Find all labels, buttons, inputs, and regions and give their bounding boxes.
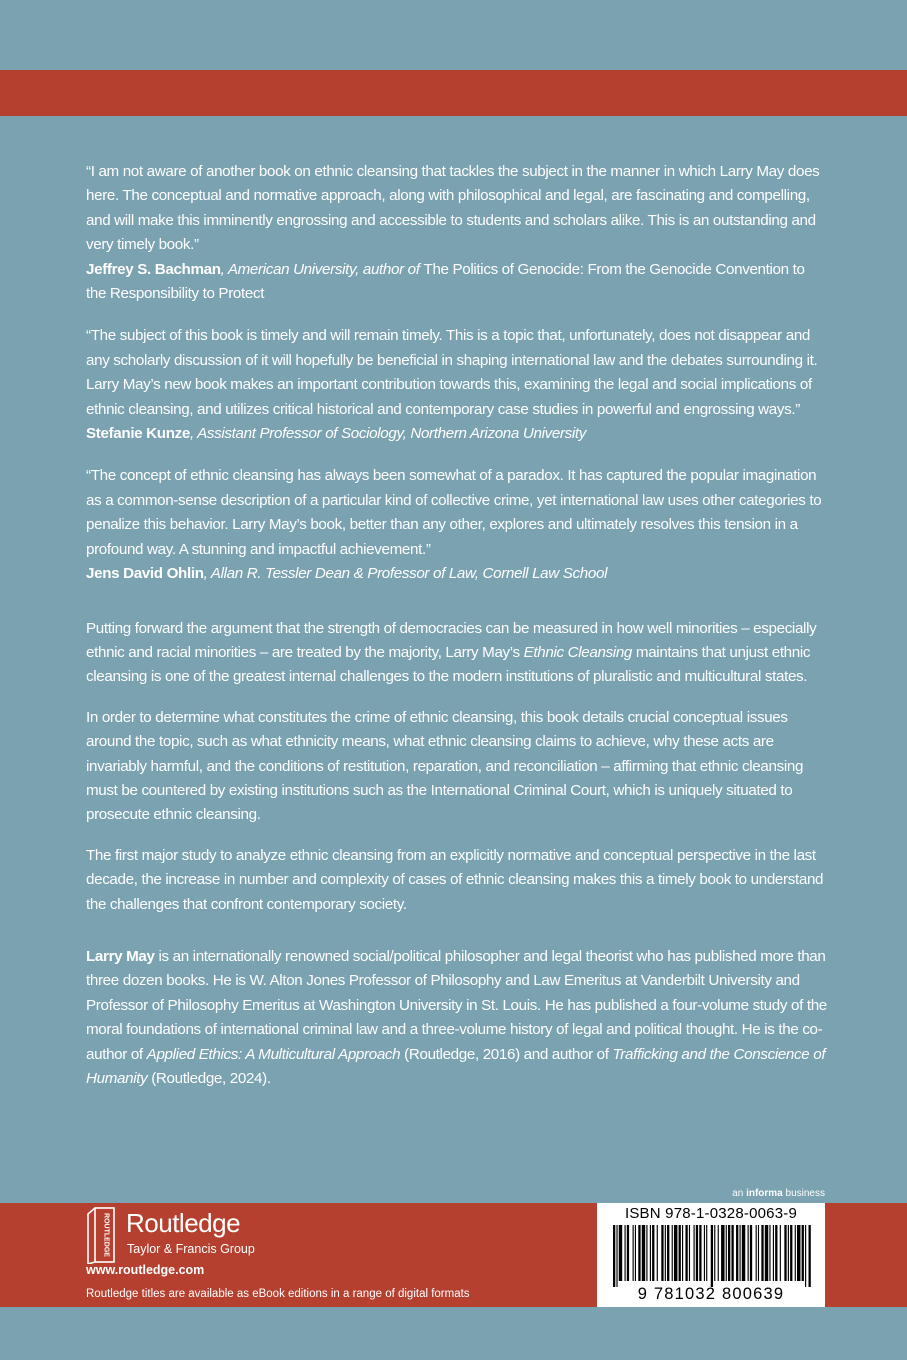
barcode-bar — [718, 1225, 719, 1281]
endorsement-2 — [86, 324, 828, 446]
cover-text — [86, 160, 828, 1091]
endorsement-quote: “I am not aware of another book on ethnic cleansing that tackles the subject in the manner in which Larry May does here. The conceptual and normative approach, along with philosophical and legal, are fascinating and compelling, and will make this imminently engrossing and accessible to students and scholars alike. This is an outstanding and very timely book.” — [86, 163, 820, 254]
barcode-bar — [613, 1225, 615, 1287]
barcode-bar — [761, 1225, 763, 1281]
barcode-bar — [650, 1225, 651, 1281]
endorser-name: Jeffrey S. Bachman — [86, 260, 221, 278]
description-text: Putting forward the argument that the strength of democracies can be measured in how well minorities – especially ethnic and racial minorities – are treated by the majority, Larry May’s — [86, 619, 817, 661]
barcode-bar — [736, 1225, 738, 1281]
barcode-bar — [652, 1225, 654, 1281]
top-red-band — [0, 70, 907, 116]
barcode-bar — [627, 1225, 629, 1281]
barcode-bar — [731, 1225, 733, 1281]
barcode-bar — [711, 1225, 713, 1287]
barcode-bar — [784, 1225, 786, 1281]
author-name: Larry May — [86, 947, 155, 965]
tagline-brand: informa — [746, 1188, 783, 1199]
tagline-suffix: business — [782, 1188, 825, 1199]
barcode-bar — [748, 1225, 749, 1281]
barcode-bar — [665, 1225, 666, 1281]
barcode-bar — [775, 1225, 777, 1281]
barcode-bar — [706, 1225, 707, 1281]
endorser-affiliation: , Allan R. Tessler Dean & Professor of Law, Cornell Law School — [203, 565, 608, 583]
description-paragraph-2: In order to determine what constitutes the crime of ethnic cleansing, this book details crucial conceptual issues around the topic, such as what ethnicity means, what ethnic cleansing claims to achieve, why these acts are invariably harmful, and the conditions of restitution, reparation, and reconciliation – affirming that ethnic cleansing must be countered by existing institutions such as the International Criminal Court, which is uniquely situated to prosecute ethnic cleansing. — [86, 708, 804, 824]
barcode-bar — [704, 1225, 705, 1281]
endorser-affiliation: , American University, author of — [220, 260, 424, 278]
bio-book-title: Applied Ethics: A Multicultural Approach — [146, 1045, 401, 1063]
endorsement-quote: “The concept of ethnic cleansing has always been somewhat of a paradox. It has captured the popular imagination as a common-sense description of a particular kind of collective crime, yet international law uses other categories to penalize this behavior. Larry May’s book, better than any other, explores and ultimately resolves this tension in a profound way. A stunning and impactful achievement.” — [86, 467, 822, 558]
barcode-bar — [619, 1225, 622, 1281]
barcode-bar — [667, 1225, 669, 1281]
barcode-bar — [740, 1225, 741, 1281]
barcode-bar — [790, 1225, 792, 1281]
barcode-bar — [672, 1225, 673, 1281]
barcode-bar — [699, 1225, 701, 1281]
book-title: Ethnic Cleansing — [523, 643, 633, 661]
author-bio — [86, 945, 828, 1091]
endorser-name: Stefanie Kunze — [86, 425, 190, 443]
barcode-bar — [742, 1225, 745, 1281]
barcode-bar — [674, 1225, 677, 1281]
barcode-bar — [714, 1225, 715, 1281]
bio-text: is an internationally renowned social/political philosopher and legal theorist who has published more than three dozen books. He is W. Alton Jones Professor of Philosophy and Law Emeritus at Vanderbilt University and Professor of Philosophy Emeritus at Washington University in St. Louis. He has published a four-volume study of the moral foundations of international criminal law and a three-volume history of legal and political thought. He is the co-author of — [86, 947, 827, 1063]
isbn-label: ISBN 978-1-0328-0063-9 — [624, 1205, 797, 1222]
description-paragraph-1 — [86, 617, 828, 690]
publisher-group: Taylor & Francis Group — [127, 1242, 255, 1256]
description-paragraph-3: The first major study to analyze ethnic cleansing from an explicitly normative and conceptual perspective in the last decade, the increase in number and complexity of cases of ethnic cleansing makes this a timely book to understand the challenges that confront contemporary society. — [86, 846, 824, 913]
publisher-name: Routledge — [126, 1208, 241, 1238]
barcode-bar — [633, 1225, 634, 1281]
barcode-bar — [758, 1225, 759, 1281]
endorsement-attribution — [86, 258, 828, 307]
endorser-name: Jens David Ohlin — [86, 565, 204, 583]
barcode-bar — [805, 1225, 806, 1287]
tagline-prefix: an — [732, 1188, 747, 1199]
barcode-bar — [679, 1225, 681, 1281]
barcode-digits: 9 781032 800639 — [637, 1285, 785, 1303]
barcode-bar — [728, 1225, 730, 1281]
barcode-bar — [642, 1225, 645, 1281]
bio-text: (Routledge, 2024). — [147, 1070, 271, 1087]
endorsement-quote: “The subject of this book is timely and will remain timely. This is a topic that, unfortunately, does not disappear and any scholarly discussion of it will hopefully be beneficial in shaping international law and the debates surrounding it. Larry May’s new book makes an important contribution towards this, examining the legal and social implications of ethnic cleansing, and utilizes critical historical and contemporary case studies in powerful and engrossing ways.” — [86, 327, 818, 418]
barcode-bar — [682, 1225, 683, 1281]
barcode-bar — [661, 1225, 663, 1281]
barcode-bar — [685, 1225, 687, 1281]
endorsement-3 — [86, 464, 828, 586]
barcode-bar — [802, 1225, 804, 1281]
barcode-bar — [625, 1225, 626, 1281]
barcode-bar — [721, 1225, 724, 1281]
description-text: maintains that unjust ethnic cleansing is one of the greatest internal challenges to the modern institutions of pluralistic and multicultural states. — [86, 643, 811, 686]
barcode-bar — [750, 1225, 752, 1281]
barcode-bar — [780, 1225, 781, 1281]
barcode-bar — [795, 1225, 796, 1281]
barcode-bar — [694, 1225, 695, 1281]
barcode-bar — [646, 1225, 647, 1281]
ebook-note: Routledge titles are available as eBook editions in a range of digital formats — [86, 1288, 470, 1300]
barcode-bar — [657, 1225, 658, 1281]
barcode-bar — [726, 1225, 727, 1281]
barcode-icon — [611, 1225, 811, 1287]
endorsement-attribution — [86, 422, 828, 446]
publisher-website: www.routledge.com — [86, 1263, 205, 1277]
barcode-bar — [797, 1225, 800, 1281]
endorser-book-title: The Politics of Genocide: From the Genocide Convention to the Responsibility to Protect — [86, 260, 805, 303]
endorser-affiliation: , Assistant Professor of Sociology, Northern Arizona University — [189, 425, 587, 443]
endorsement-1 — [86, 160, 828, 306]
barcode-bar — [696, 1225, 698, 1281]
endorsement-attribution — [86, 562, 828, 586]
routledge-logo-icon — [86, 1206, 116, 1264]
barcode-bar — [616, 1225, 617, 1287]
bio-book-title: Trafficking and the Conscience of Humanity — [86, 1045, 826, 1087]
barcode-panel — [597, 1203, 825, 1307]
barcode-bar — [788, 1225, 789, 1281]
informa-business-tagline — [732, 1188, 825, 1199]
barcode-bar — [638, 1225, 640, 1281]
barcode-bar — [769, 1225, 770, 1281]
logo-vertical-text: ROUTLEDGE — [102, 1213, 110, 1257]
barcode-bar — [765, 1225, 768, 1281]
bio-text: (Routledge, 2016) and author of — [400, 1045, 613, 1063]
barcode-bar — [773, 1225, 774, 1281]
barcode-bar — [756, 1225, 757, 1281]
barcode-bar — [635, 1225, 636, 1281]
barcode-bar — [689, 1225, 690, 1281]
barcode-bar — [809, 1225, 811, 1287]
